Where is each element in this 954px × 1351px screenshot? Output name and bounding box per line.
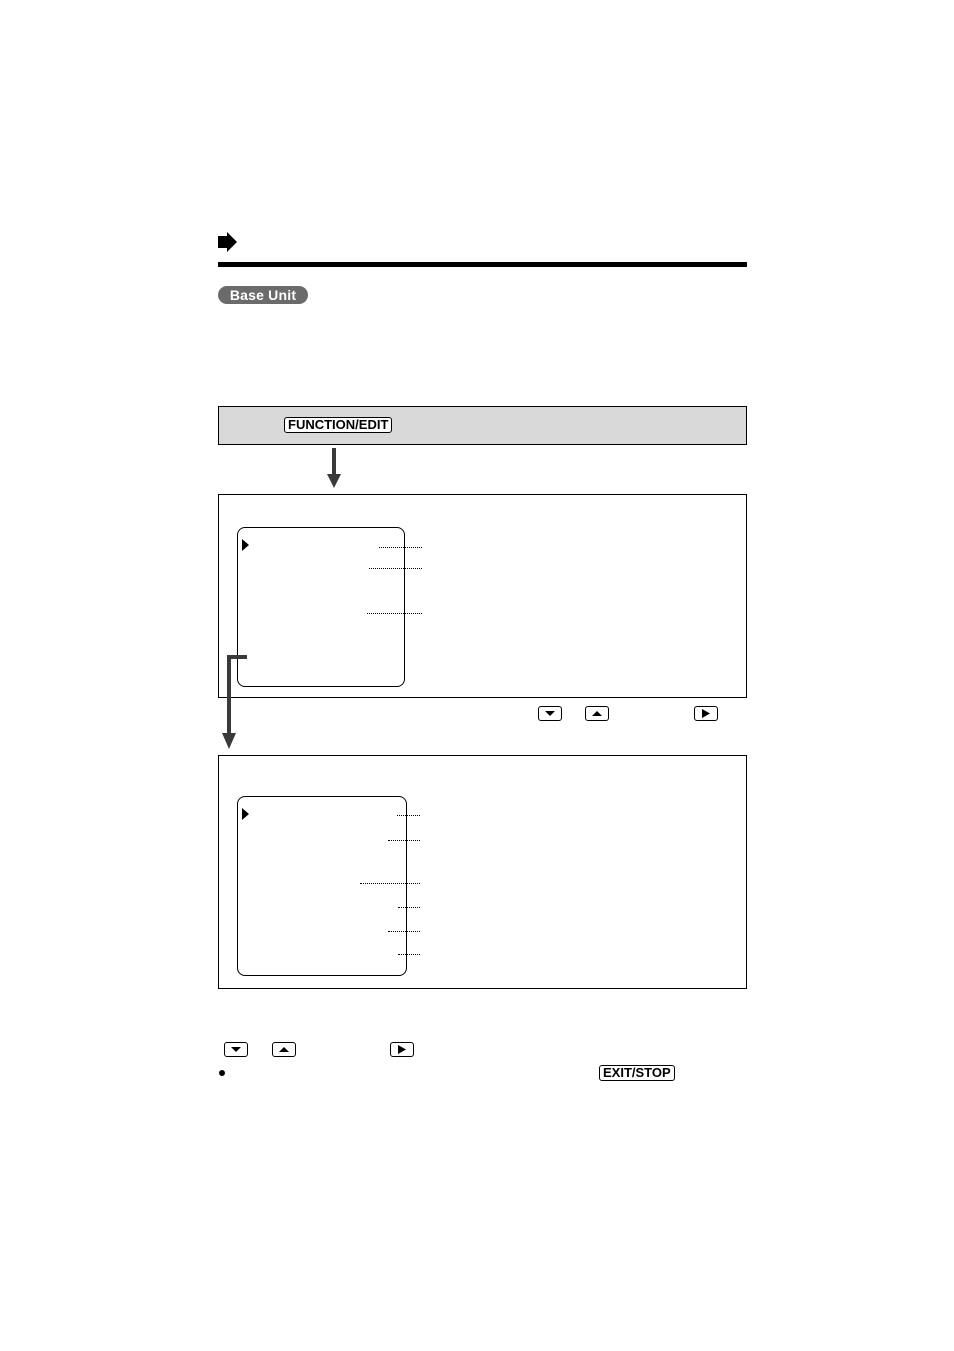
- lcd-display-2: [237, 796, 407, 976]
- leader-line: [397, 815, 420, 816]
- flow-arrow-connector-icon: [220, 655, 250, 756]
- down-arrow-key[interactable]: [224, 1042, 248, 1057]
- up-arrow-key[interactable]: [272, 1042, 296, 1057]
- leader-line: [360, 883, 420, 884]
- up-arrow-key[interactable]: [585, 706, 609, 721]
- section-arrow-icon: [218, 232, 238, 252]
- leader-line: [398, 907, 420, 908]
- right-arrow-key[interactable]: [694, 706, 718, 721]
- cursor-icon: [242, 539, 249, 551]
- lcd-display-1: [237, 527, 405, 687]
- cursor-icon: [242, 808, 249, 820]
- leader-line: [398, 954, 420, 955]
- bullet-icon: [219, 1070, 225, 1076]
- base-unit-badge: Base Unit: [218, 286, 308, 304]
- leader-line: [379, 547, 422, 548]
- right-arrow-key[interactable]: [390, 1042, 414, 1057]
- down-arrow-key[interactable]: [538, 706, 562, 721]
- flow-arrow-down-icon: [326, 448, 342, 493]
- leader-line: [388, 931, 420, 932]
- header-rule: [218, 262, 747, 267]
- leader-line: [388, 840, 420, 841]
- exit-stop-key[interactable]: EXIT/STOP: [599, 1065, 675, 1081]
- leader-line: [369, 568, 422, 569]
- leader-line: [367, 613, 422, 614]
- function-edit-key[interactable]: FUNCTION/EDIT: [284, 417, 392, 433]
